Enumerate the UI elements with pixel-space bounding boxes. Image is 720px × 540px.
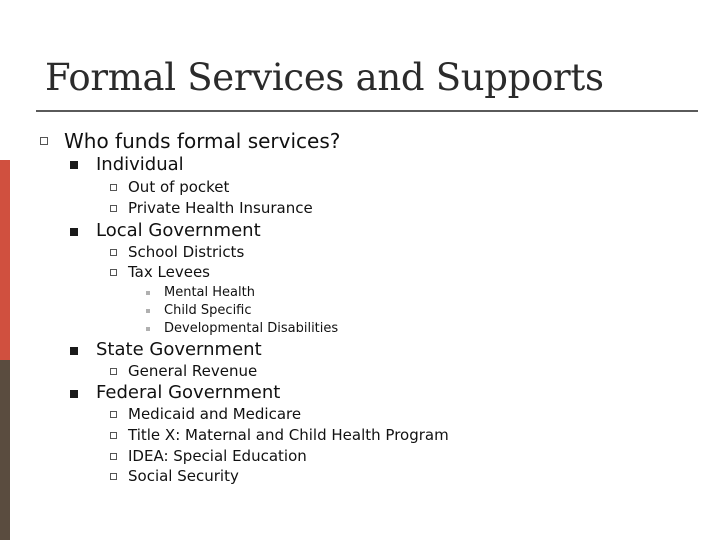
- list-item: General Revenue: [128, 362, 258, 380]
- solid-square-bullet-icon: [70, 161, 78, 169]
- list-item: IDEA: Special Education: [128, 447, 307, 465]
- group-label-individual: Individual: [96, 154, 184, 175]
- solid-square-bullet-icon: [70, 228, 78, 236]
- hollow-square-bullet-icon: [110, 184, 117, 191]
- sub-list-item: Developmental Disabilities: [164, 321, 339, 336]
- hollow-square-bullet-icon: [110, 411, 117, 418]
- list-item: School Districts: [128, 243, 245, 261]
- solid-square-bullet-icon: [70, 390, 78, 398]
- hollow-square-bullet-icon: [110, 453, 117, 460]
- group-label-federal-government: Federal Government: [96, 382, 281, 403]
- side-bar-top: [0, 0, 10, 160]
- dot-bullet-icon: [146, 309, 150, 313]
- group-label-local-government: Local Government: [96, 220, 261, 241]
- hollow-square-bullet-icon: [110, 205, 117, 212]
- list-item: Medicaid and Medicare: [128, 405, 302, 423]
- title-rule: [36, 110, 698, 112]
- list-item: Tax Levees: [128, 263, 210, 281]
- hollow-square-bullet-icon: [110, 249, 117, 256]
- list-item: Out of pocket: [128, 178, 230, 196]
- side-bar-accent-red: [0, 160, 10, 360]
- hollow-square-bullet-icon: [110, 368, 117, 375]
- dot-bullet-icon: [146, 291, 150, 295]
- hollow-square-bullet-icon: [40, 137, 48, 145]
- side-bar-accent-brown: [0, 360, 10, 540]
- sub-list-item: Mental Health: [164, 285, 255, 300]
- dot-bullet-icon: [146, 327, 150, 331]
- list-item: Title X: Maternal and Child Health Program: [128, 426, 449, 444]
- solid-square-bullet-icon: [70, 347, 78, 355]
- list-item: Private Health Insurance: [128, 199, 313, 217]
- list-item: Social Security: [128, 467, 239, 485]
- main-question: Who funds formal services?: [64, 129, 341, 153]
- slide-title: Formal Services and Supports: [45, 56, 604, 99]
- hollow-square-bullet-icon: [110, 473, 117, 480]
- hollow-square-bullet-icon: [110, 269, 117, 276]
- sub-list-item: Child Specific: [164, 303, 252, 318]
- group-label-state-government: State Government: [96, 339, 262, 360]
- hollow-square-bullet-icon: [110, 432, 117, 439]
